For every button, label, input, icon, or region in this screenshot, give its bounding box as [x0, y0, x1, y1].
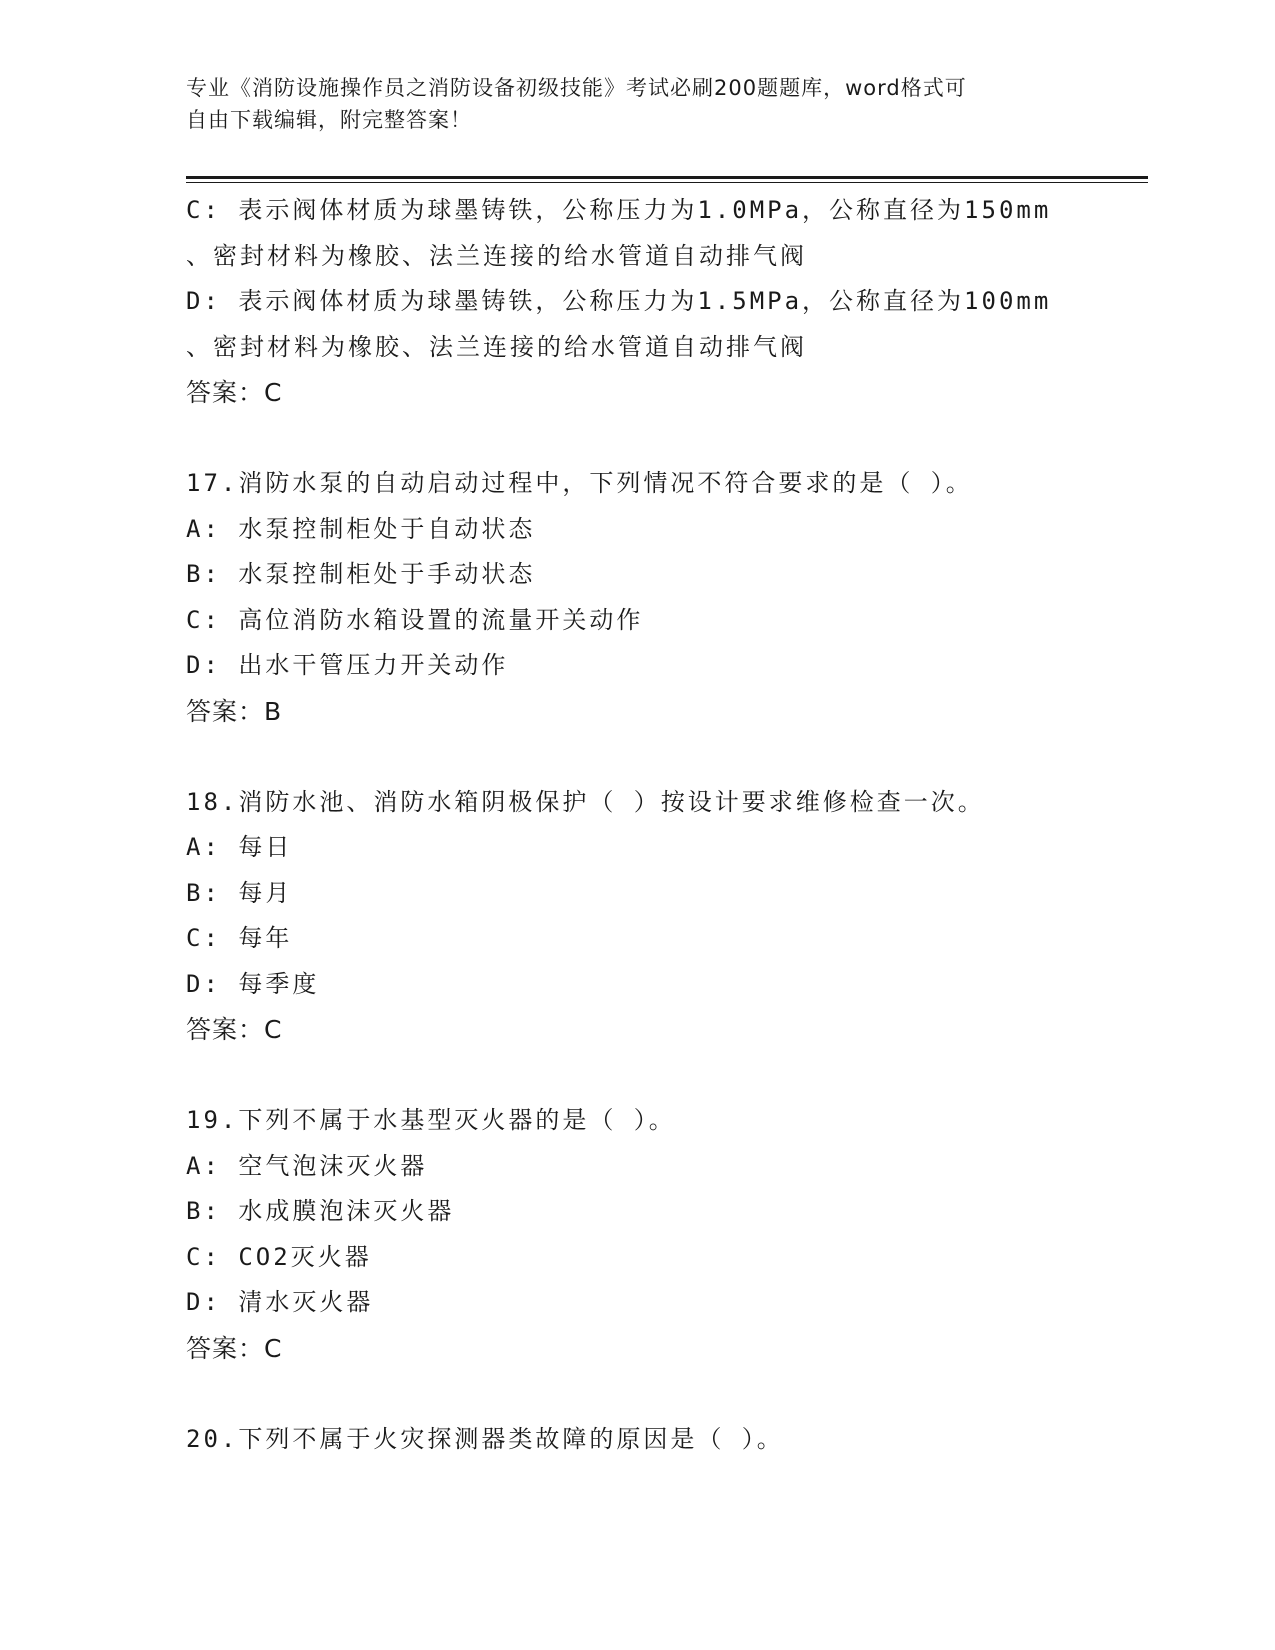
option-d: D: 清水灭火器 — [186, 1288, 374, 1316]
option-c: C: 高位消防水箱设置的流量开关动作 — [186, 605, 644, 634]
spacer — [186, 1371, 1126, 1417]
option-b: B: 水成膜泡沫灭火器 — [186, 1197, 455, 1225]
spacer — [186, 416, 1126, 462]
option-a: A: 每日 — [186, 833, 293, 861]
header-title-line-1: 专业《消防设施操作员之消防设备初级技能》考试必刷200题题库，word格式可 — [186, 76, 967, 100]
question-17 — [186, 461, 1126, 734]
header-rule-thin — [186, 182, 1148, 183]
option-d: D: 出水干管压力开关动作 — [186, 651, 509, 679]
option-d-line-2: 、密封材料为橡胶、法兰连接的给水管道自动排气阀 — [186, 332, 807, 361]
question-20 — [186, 1417, 1126, 1463]
spacer — [186, 734, 1126, 780]
question-stem: 19.下列不属于水基型灭火器的是（ ）。 — [186, 1106, 676, 1134]
question-18 — [186, 780, 1126, 1053]
header-title-line-2: 自由下载编辑，附完整答案！ — [186, 108, 472, 132]
header-rule-thick — [186, 176, 1148, 179]
option-c-line-2: 、密封材料为橡胶、法兰连接的给水管道自动排气阀 — [186, 241, 807, 270]
option-b: B: 水泵控制柜处于手动状态 — [186, 560, 536, 588]
answer-17: 答案：B — [186, 696, 283, 726]
answer-18: 答案：C — [186, 1015, 283, 1044]
document-header — [186, 72, 1066, 136]
question-16-continued — [186, 188, 1126, 416]
option-a: A: 水泵控制柜处于自动状态 — [186, 514, 536, 543]
question-19 — [186, 1098, 1126, 1371]
option-b: B: 每月 — [186, 878, 293, 907]
spacer — [186, 1053, 1126, 1099]
option-a: A: 空气泡沫灭火器 — [186, 1151, 428, 1180]
question-stem: 17.消防水泵的自动启动过程中，下列情况不符合要求的是（ ）。 — [186, 469, 973, 497]
option-c: C: 每年 — [186, 924, 293, 952]
question-stem: 20.下列不属于火灾探测器类故障的原因是（ ）。 — [186, 1424, 784, 1453]
question-list — [186, 188, 1126, 1462]
option-c: C: CO2灭火器 — [186, 1242, 372, 1271]
answer-16: 答案：C — [186, 378, 283, 407]
option-d: D: 每季度 — [186, 969, 320, 998]
option-c-line-1: C: 表示阀体材质为球墨铸铁，公称压力为1.0MPa，公称直径为150mm — [186, 196, 1052, 224]
answer-19: 答案：C — [186, 1333, 283, 1363]
question-stem: 18.消防水池、消防水箱阴极保护（ ）按设计要求维修检查一次。 — [186, 787, 985, 816]
option-d-line-1: D: 表示阀体材质为球墨铸铁，公称压力为1.5MPa，公称直径为100mm — [186, 287, 1052, 315]
